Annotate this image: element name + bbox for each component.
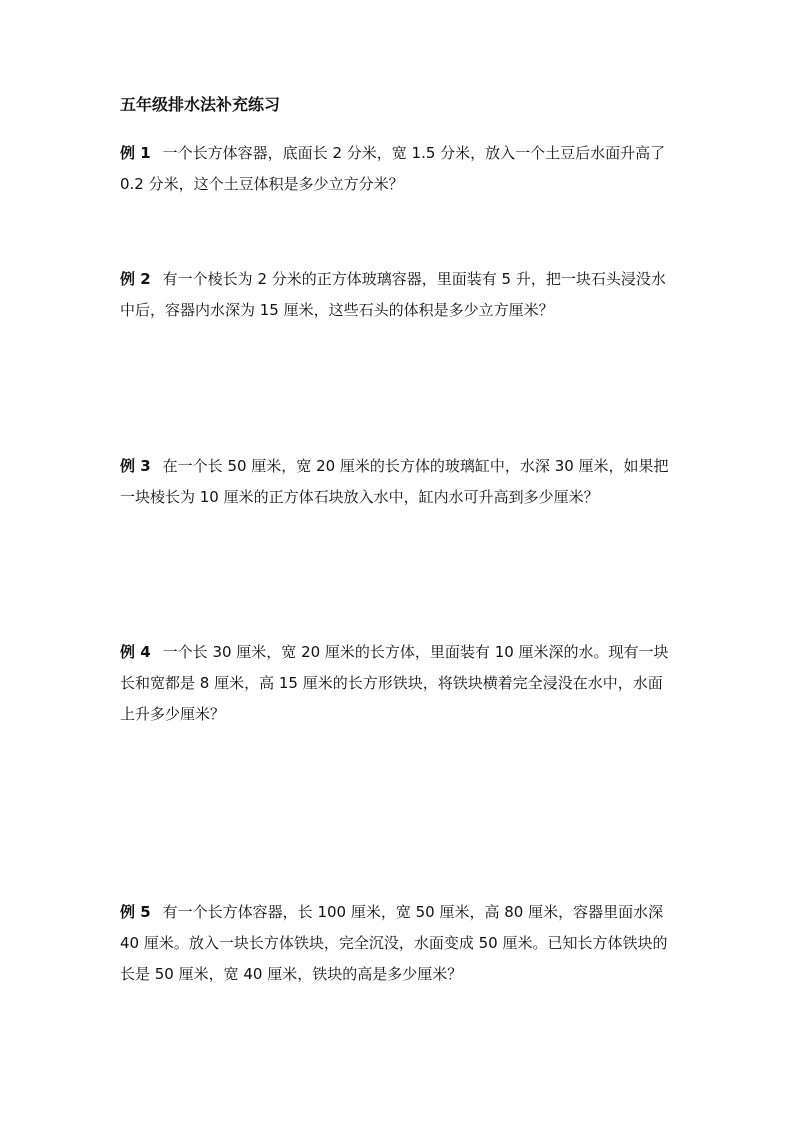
example-3	[120, 451, 676, 513]
example-label: 例 2	[120, 270, 151, 288]
example-text: 有一个长方体容器，长 100 厘米，宽 50 厘米，高 80 厘米，容器里面水深 40 厘米。放入一块长方体铁块，完全沉没，水面变成 50 厘米。已知长方体铁块的长是 50 厘米，宽 40 厘米，铁块的高是多少厘米？	[120, 903, 668, 983]
example-label: 例 1	[120, 144, 151, 162]
example-label: 例 5	[120, 903, 151, 921]
document-title: 五年级排水法补充练习	[120, 95, 281, 114]
example-text: 有一个棱长为 2 分米的正方体玻璃容器，里面装有 5 升，把一块石头浸没水中后，容器内水深为 15 厘米，这些石头的体积是多少立方厘米？	[120, 270, 666, 319]
example-text: 一个长 30 厘米，宽 20 厘米的长方体，里面装有 10 厘米深的水。现有一块长和宽都是 8 厘米，高 15 厘米的长方形铁块，将铁块横着完全浸没在水中，水面上升多少厘米？	[120, 643, 669, 723]
example-label: 例 4	[120, 643, 151, 661]
example-2	[120, 264, 676, 326]
example-1	[120, 138, 676, 200]
example-label: 例 3	[120, 457, 151, 475]
example-4	[120, 637, 676, 730]
example-text: 一个长方体容器，底面长 2 分米，宽 1.5 分米，放入一个土豆后水面升高了 0.2 分米，这个土豆体积是多少立方分米？	[120, 144, 666, 193]
example-5	[120, 897, 676, 990]
example-text: 在一个长 50 厘米，宽 20 厘米的长方体的玻璃缸中，水深 30 厘米，如果把一块棱长为 10 厘米的正方体石块放入水中，缸内水可升高到多少厘米？	[120, 457, 669, 506]
